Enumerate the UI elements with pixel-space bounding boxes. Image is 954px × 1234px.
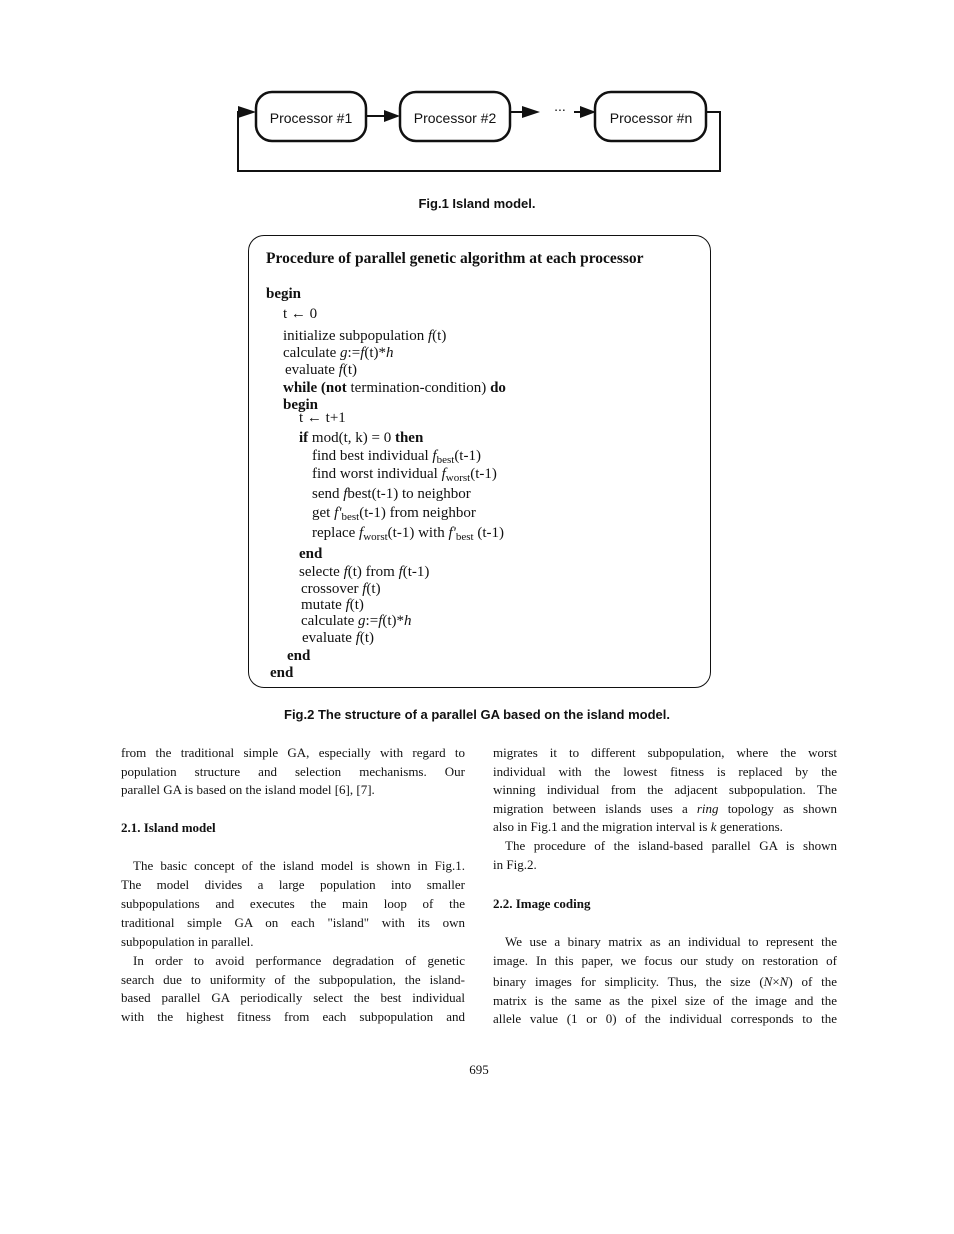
text-segment: f <box>338 362 343 378</box>
text-segment: calculate <box>301 613 359 629</box>
procedure-line <box>312 467 497 484</box>
text-segment: end <box>287 648 311 664</box>
procedure-line <box>312 487 471 502</box>
text-segment: best(t-1) to neighbor <box>347 486 471 502</box>
text-segment: worst <box>445 472 471 484</box>
text-segment: f <box>343 486 348 502</box>
text-segment: if <box>299 430 309 446</box>
text-segment: worst <box>363 531 388 543</box>
text-segment: (t) <box>432 328 447 344</box>
text-segment: find worst individual <box>312 466 442 482</box>
processor-1-label: Processor #1 <box>269 110 353 126</box>
ellipsis: ... <box>554 98 566 114</box>
text-segment: (t-1) <box>402 564 430 580</box>
text-segment: begin <box>283 397 319 413</box>
procedure-line <box>283 307 317 322</box>
text-segment: best <box>341 511 360 523</box>
text-segment: × <box>772 974 780 989</box>
text-segment: get <box>312 505 335 521</box>
text-segment: (t-1) from neighbor <box>359 505 476 521</box>
procedure-line <box>285 363 357 378</box>
procedure-line <box>299 411 346 426</box>
text-segment: calculate <box>283 345 341 361</box>
procedure-line <box>299 431 423 446</box>
procedure-line <box>283 381 506 396</box>
text-segment: (t) <box>359 630 375 646</box>
text-segment: begin <box>266 286 302 302</box>
arrow-icon <box>238 106 256 118</box>
text-line: migrates it to different subpopulation, where the worst <box>493 745 837 760</box>
island-model-diagram <box>0 0 954 190</box>
text-line: The model divides a large population into smaller <box>121 877 465 892</box>
text-segment: best <box>436 454 455 466</box>
text-segment: send <box>312 486 344 502</box>
text-segment: crossover <box>301 581 363 597</box>
procedure-line <box>266 287 301 302</box>
text-segment: (t-1) <box>454 448 481 464</box>
text-segment: initialize subpopulation <box>283 328 428 344</box>
procedure-line <box>301 582 381 597</box>
section-heading: 2.1. Island model <box>121 820 216 835</box>
text-segment: evaluate <box>302 630 356 646</box>
text-segment: ring <box>696 801 719 816</box>
text-segment: f' <box>334 505 342 521</box>
text-segment: end <box>270 665 294 681</box>
text-segment: while (not <box>283 380 347 396</box>
processor-2-label: Processor #2 <box>413 110 497 126</box>
text-segment: (t-1) with <box>387 525 449 541</box>
text-segment: (t)* <box>364 345 387 361</box>
procedure-line <box>301 614 412 629</box>
arrow-icon <box>384 110 400 122</box>
text-line: In order to avoid performance degradation of genetic <box>133 953 465 968</box>
text-segment: do <box>490 380 506 396</box>
text-line: subpopulation in parallel. <box>121 934 254 949</box>
section-heading: 2.2. Image coding <box>493 896 591 911</box>
text-segment: g <box>358 613 366 629</box>
arrow-icon <box>522 106 540 118</box>
figure-2-caption: Fig.2 The structure of a parallel GA based on the island model. <box>284 707 670 722</box>
text-line: parallel GA is based on the island model [6], [7]. <box>121 782 375 797</box>
text-segment: (t) <box>349 597 364 613</box>
figure-1-caption: Fig.1 Island model. <box>418 196 536 211</box>
text-segment: replace <box>312 525 360 541</box>
text-segment: topology as shown <box>718 801 837 816</box>
text-segment: f <box>378 613 383 629</box>
text-line: We use a binary matrix as an individual to represent the <box>505 934 837 949</box>
text-line: winning individual from the adjacent subpopulation. The <box>493 782 837 797</box>
text-segment: f <box>432 448 437 464</box>
text-segment: f <box>398 564 403 580</box>
text-segment: generations. <box>716 819 783 834</box>
procedure-line <box>312 449 481 466</box>
procedure-line <box>301 598 364 613</box>
text-segment: f <box>427 328 433 344</box>
text-segment: binary images for simplicity. Thus, the size ( <box>493 974 764 989</box>
text-segment: (t) <box>342 362 358 378</box>
text-segment: f <box>360 345 365 361</box>
text-line: image. In this paper, we focus our study on restoration of <box>493 953 837 968</box>
text-segment: g <box>340 345 348 361</box>
text-segment: termination-condition) <box>346 380 491 396</box>
text-segment: (t)* <box>382 613 405 629</box>
text-segment: (t) from <box>347 564 399 580</box>
text-segment: (t-1) <box>470 466 497 482</box>
text-line: based parallel GA periodically select the best individual <box>121 990 465 1005</box>
text-line <box>493 819 837 835</box>
text-line <box>493 801 837 817</box>
text-line <box>493 974 837 990</box>
text-segment: f <box>441 466 446 482</box>
text-segment: t ← 0 <box>283 306 318 322</box>
text-segment: mutate <box>301 597 346 613</box>
text-line: The basic concept of the island model is shown in Fig.1. <box>133 858 465 873</box>
text-segment: find best individual <box>312 448 433 464</box>
text-segment: (t-1) <box>473 525 505 541</box>
text-segment: N <box>779 974 789 989</box>
text-segment: f <box>355 630 360 646</box>
text-line: in Fig.2. <box>493 857 537 872</box>
text-segment: h <box>404 613 412 629</box>
text-line: from the traditional simple GA, especially with regard to <box>121 745 465 760</box>
text-segment: mod(t, k) = 0 <box>308 430 395 446</box>
procedure-line <box>299 547 322 562</box>
text-line: traditional simple GA on each "island" with its own <box>121 915 465 930</box>
procedure-line <box>312 526 504 543</box>
text-segment: t ← t+1 <box>299 410 346 426</box>
text-segment: migration between islands uses a <box>493 801 697 816</box>
text-segment: selecte <box>299 564 344 580</box>
text-segment: N <box>763 974 773 989</box>
text-segment: also in Fig.1 and the migration interval is <box>493 819 711 834</box>
text-segment: then <box>394 430 424 446</box>
procedure-line <box>283 329 446 344</box>
procedure-line <box>299 565 429 580</box>
text-segment: f <box>343 564 348 580</box>
text-segment: best <box>455 531 474 543</box>
text-line: with the highest fitness from each subpopulation and <box>121 1009 465 1024</box>
procedure-line <box>287 649 310 664</box>
arrow-icon <box>580 106 596 118</box>
text-line: matrix is the same as the pixel size of the image and the <box>493 993 837 1008</box>
procedure-line <box>302 631 374 646</box>
page-number: 695 <box>469 1062 489 1077</box>
procedure-line <box>283 346 394 361</box>
text-segment: k <box>710 819 717 834</box>
text-segment: f <box>359 525 364 541</box>
text-line: The procedure of the island-based parallel GA is shown <box>505 838 837 853</box>
text-segment: evaluate <box>285 362 339 378</box>
text-segment: f <box>345 597 350 613</box>
text-line: allele value (1 or 0) of the individual corresponds to the <box>493 1011 837 1026</box>
text-segment: ) of the <box>788 974 837 989</box>
processor-n-label: Processor #n <box>609 110 693 126</box>
procedure-title: Procedure of parallel genetic algorithm at each processor <box>266 250 644 267</box>
text-segment: (t) <box>366 581 381 597</box>
text-segment: h <box>386 345 394 361</box>
text-segment: f' <box>448 525 456 541</box>
text-line: search due to uniformity of the subpopulation, the island- <box>121 972 465 987</box>
text-segment: := <box>365 613 379 629</box>
text-line: individual with the lowest fitness is replaced by the <box>493 764 837 779</box>
text-segment: f <box>362 581 367 597</box>
text-segment: end <box>299 546 323 562</box>
text-line: subpopulations and executes the main loop of the <box>121 896 465 911</box>
procedure-line <box>312 506 476 523</box>
procedure-line <box>270 666 293 681</box>
text-line: population structure and selection mechanisms. Our <box>121 764 465 779</box>
text-segment: := <box>347 345 361 361</box>
